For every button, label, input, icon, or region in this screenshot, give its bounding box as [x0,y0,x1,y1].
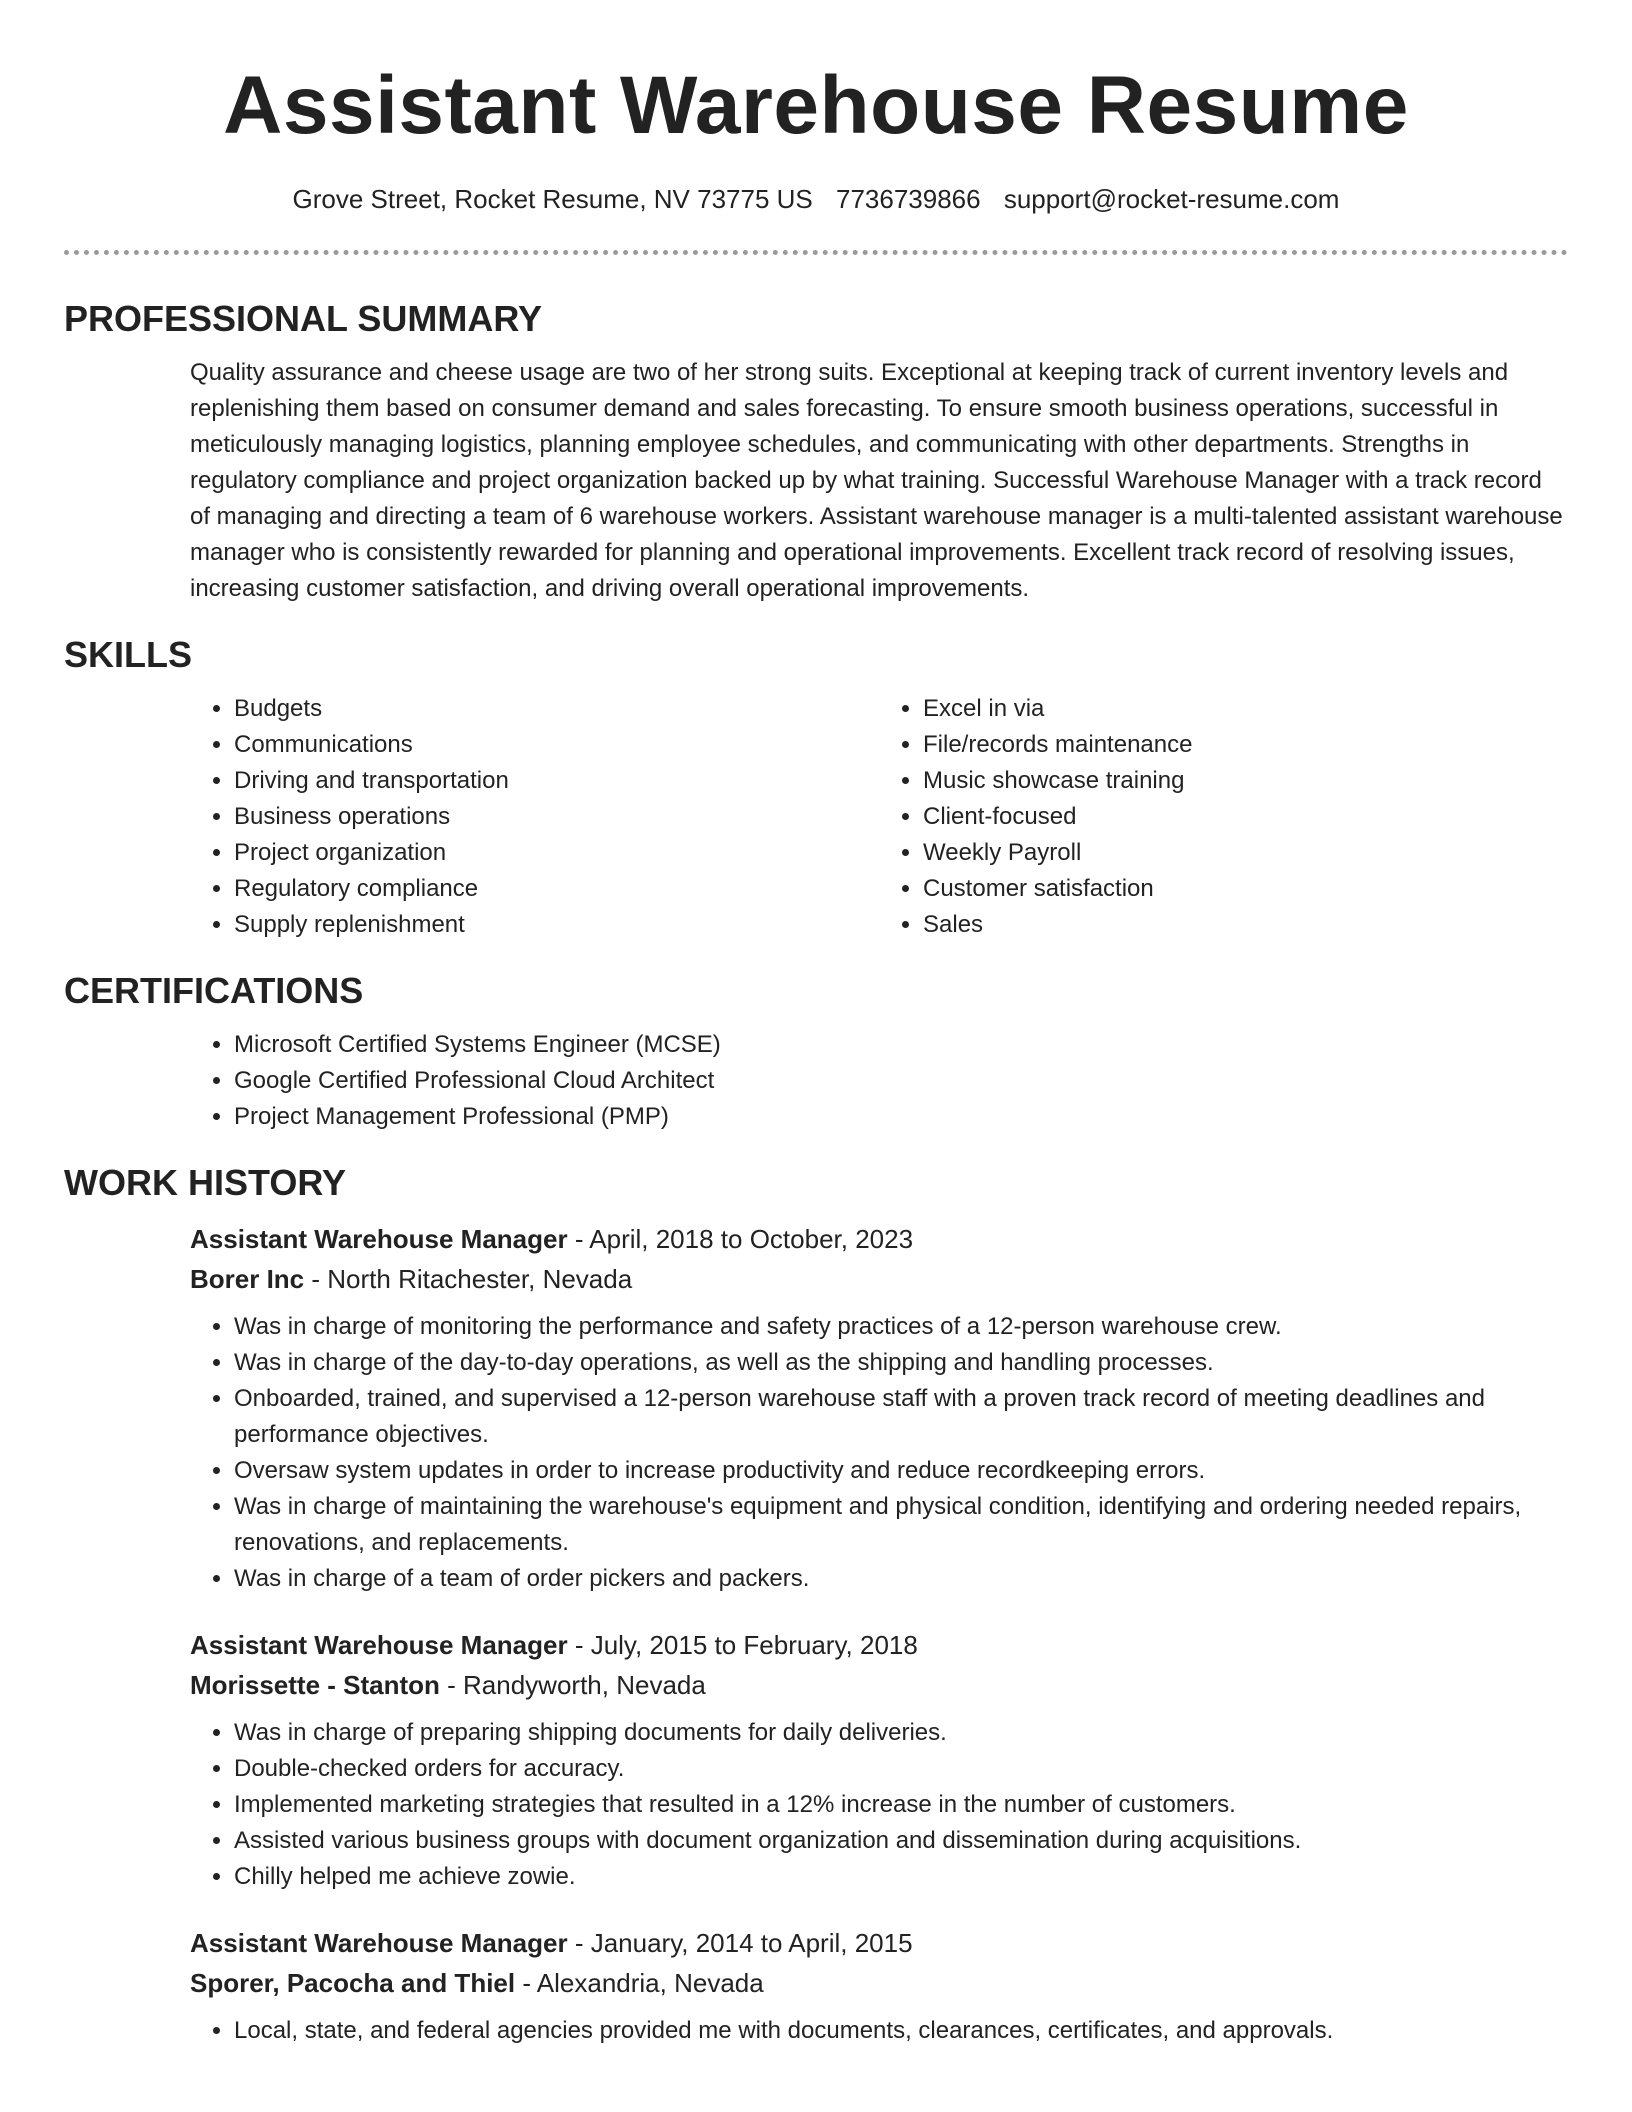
skill-item: • Client-focused [923,799,1568,835]
certifications-list [190,1027,1568,1135]
job-entry [190,1625,1568,1895]
skill-item: • Excel in via [923,691,1568,727]
job-bullets [190,1309,1568,1597]
skills-column-right [879,691,1568,943]
skill-item: • Customer satisfaction [923,871,1568,907]
job-bullet: • Assisted various business groups with document organization and dissemination during acquisitions. [234,1823,1568,1859]
job-title: Assistant Warehouse Manager [190,1630,568,1660]
skill-item: • Budgets [234,691,879,727]
skill-item: • Project organization [234,835,879,871]
job-bullet: • Was in charge of the day-to-day operations, as well as the shipping and handling processes. [234,1345,1568,1381]
contact-line [64,182,1568,216]
job-bullet: • Implemented marketing strategies that resulted in a 12% increase in the number of customers. [234,1787,1568,1823]
contact-email: support@rocket-resume.com [1003,184,1340,214]
certification-item: • Google Certified Professional Cloud Architect [234,1063,1568,1099]
job-dates: - July, 2015 to February, 2018 [567,1630,918,1660]
skill-item: • Music showcase training [923,763,1568,799]
skills-heading: SKILLS [64,634,193,675]
certification-item: • Microsoft Certified Systems Engineer (MCSE) [234,1027,1568,1063]
resume-title: Assistant Warehouse Resume [223,60,1409,151]
header-divider [64,250,1568,255]
skills-column-left [190,691,879,943]
skill-item: • Driving and transportation [234,763,879,799]
job-entry [190,1219,1568,1597]
job-company: Sporer, Pacocha and Thiel [190,1968,516,1998]
skill-item: • Regulatory compliance [234,871,879,907]
skill-item: • Weekly Payroll [923,835,1568,871]
skill-item: • Supply replenishment [234,907,879,943]
job-dates: - January, 2014 to April, 2015 [567,1928,913,1958]
contact-phone: 7736739866 [836,184,981,214]
skill-item: • Communications [234,727,879,763]
job-bullet: • Was in charge of a team of order pickers and packers. [234,1561,1568,1597]
job-bullets [190,1715,1568,1895]
job-company-line [190,1665,1568,1705]
certification-item: • Project Management Professional (PMP) [234,1099,1568,1135]
contact-address: Grove Street, Rocket Resume, NV 73775 US [292,184,813,214]
job-bullet: • Double-checked orders for accuracy. [234,1751,1568,1787]
summary-heading: PROFESSIONAL SUMMARY [64,298,543,339]
skill-item: • Sales [923,907,1568,943]
job-bullet: • Onboarded, trained, and supervised a 12-person warehouse staff with a proven track record of meeting deadlines and performance objectives. [234,1381,1568,1453]
job-company: Borer Inc [190,1264,305,1294]
job-company-line [190,1963,1568,2003]
job-location: - Randyworth, Nevada [439,1670,706,1700]
job-title-line [190,1923,1568,1963]
job-bullet: • Was in charge of monitoring the performance and safety practices of a 12-person warehouse crew. [234,1309,1568,1345]
job-title: Assistant Warehouse Manager [190,1928,568,1958]
job-company: Morissette - Stanton [190,1670,440,1700]
certifications-heading: CERTIFICATIONS [64,970,364,1011]
job-title-line [190,1219,1568,1259]
job-location: - Alexandria, Nevada [515,1968,764,1998]
summary-text: Quality assurance and cheese usage are two of her strong suits. Exceptional at keeping track of current inventory levels and replenishing them based on consumer demand and sales forecasting. To ensure smooth business operations, successful in meticulously managing logistics, planning employee schedules, and communicating with other departments. Strengths in regulatory compliance and project organization backed up by what training. Successful Warehouse Manager with a track record of managing and directing a team of 6 warehouse workers. Assistant warehouse manager is a multi-talented assistant warehouse manager who is consistently rewarded for planning and operational improvements. Excellent track record of resolving issues, increasing customer satisfaction, and driving overall operational improvements. [190,359,1563,602]
job-company-line [190,1259,1568,1299]
job-bullets [190,2013,1568,2049]
job-dates: - April, 2018 to October, 2023 [567,1224,914,1254]
skills-list [190,691,1568,943]
job-bullet: • Was in charge of maintaining the warehouse's equipment and physical condition, identifying and ordering needed repairs, renovations, and replacements. [234,1489,1568,1561]
job-bullet: • Chilly helped me achieve zowie. [234,1859,1568,1895]
job-location: - North Ritachester, Nevada [304,1264,633,1294]
job-bullet: • Was in charge of preparing shipping documents for daily deliveries. [234,1715,1568,1751]
job-title: Assistant Warehouse Manager [190,1224,568,1254]
skill-item: • Business operations [234,799,879,835]
job-bullet: • Local, state, and federal agencies provided me with documents, clearances, certificates, and approvals. [234,2013,1568,2049]
job-title-line [190,1625,1568,1665]
job-entry [190,1923,1568,2049]
work-history-heading: WORK HISTORY [64,1162,347,1203]
skill-item: • File/records maintenance [923,727,1568,763]
job-bullet: • Oversaw system updates in order to increase productivity and reduce recordkeeping errors. [234,1453,1568,1489]
